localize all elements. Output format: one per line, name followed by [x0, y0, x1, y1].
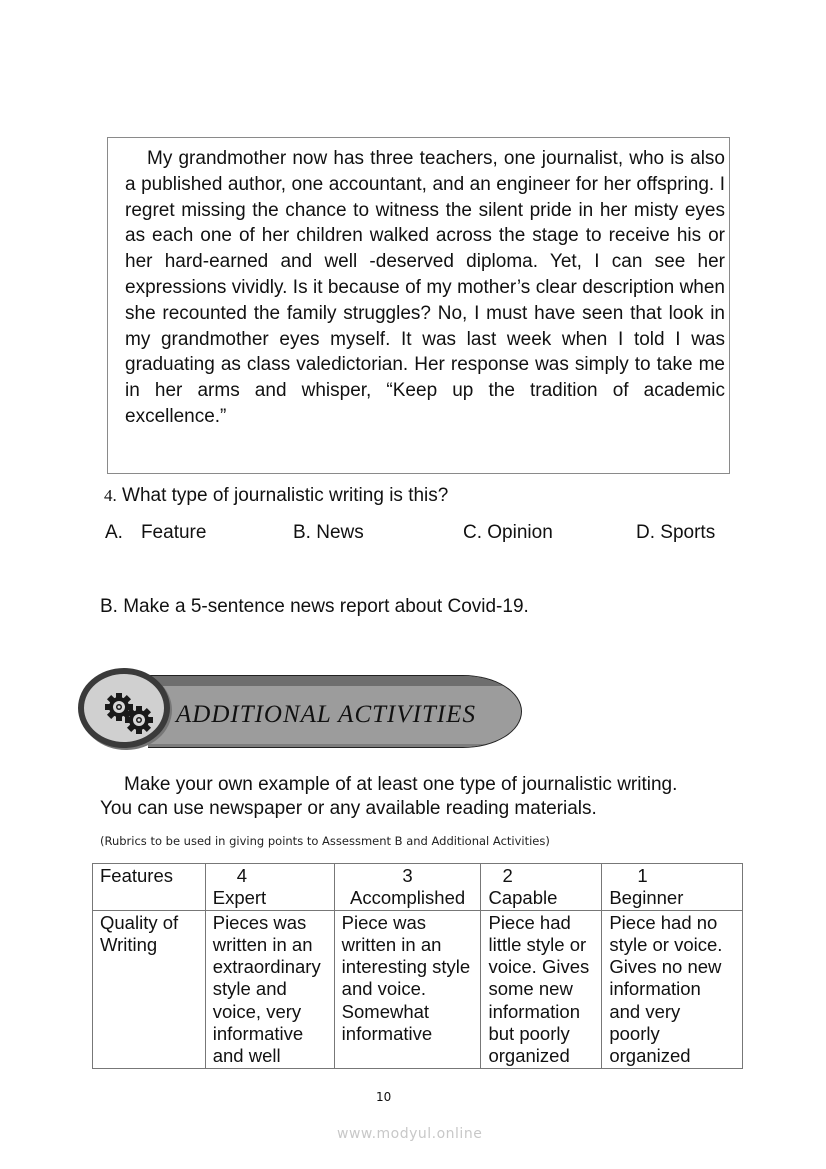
choice-d[interactable]: D. Sports [636, 522, 716, 543]
watermark: www.modyul.online [337, 1126, 483, 1142]
banner-icon-circle [78, 668, 170, 748]
passage-text: My grandmother now has three teachers, one journalist, who is also a published author, one accountant, and an engineer for her offspring. I regret missing the chance to witness the silent pride in her misty eyes as each one of her children walked across the stage to receive his or her hard-earned and well -deserved diploma. Yet, I can see her expressions vividly. Is it because of my mother’s clear description when she recounted the family struggles? No, I must have seen that look in my grandmother eyes myself. It was last week when I told I was graduating as class valedictorian. Her response was simply to take me in her arms and whisper, “Keep up the tradition of academic excellence.” [125, 148, 725, 427]
reading-passage-box [107, 137, 730, 474]
question-4 [104, 485, 448, 507]
choice-c[interactable]: C. Opinion [463, 522, 553, 543]
assessment-b-instruction: B. Make a 5-sentence news report about Covid-19. [100, 596, 529, 617]
capable-cell: Piece had little style or voice. Gives some new information but poorly organized [481, 910, 602, 1068]
header-expert: 4 Expert [205, 864, 334, 911]
activity-line-2: You can use newspaper or any available reading materials. [100, 798, 597, 819]
feature-cell: Quality of Writing [93, 910, 206, 1068]
rubric-table [92, 863, 743, 1069]
rubric-header-row [93, 864, 743, 911]
section-banner [78, 668, 528, 750]
header-beginner: 1 Beginner [602, 864, 743, 911]
rubric-note: (Rubrics to be used in giving points to Assessment B and Additional Activities) [100, 834, 550, 848]
accomplished-cell: Piece was written in an interesting style and voice. Somewhat informative [334, 910, 481, 1068]
question-number: 4. [104, 486, 117, 505]
activity-line-1: Make your own example of at least one type of journalistic writing. [124, 774, 678, 795]
choice-a[interactable]: A. Feature [105, 522, 207, 543]
header-features: Features [93, 864, 206, 911]
header-capable: 2 Capable [481, 864, 602, 911]
section-title: ADDITIONAL ACTIVITIES [176, 701, 476, 728]
gears-icon [99, 690, 159, 736]
activity-instructions [100, 773, 677, 821]
choice-b[interactable]: B. News [293, 522, 364, 543]
expert-cell: Pieces was written in an extraordinary style and voice, very informative and well [205, 910, 334, 1068]
table-row [93, 910, 743, 1068]
page-number: 10 [376, 1090, 392, 1104]
beginner-cell: Piece had no style or voice. Gives no new information and very poorly organized [602, 910, 743, 1068]
header-accomplished: 3 Accomplished [334, 864, 481, 911]
question-text: What type of journalistic writing is this? [122, 485, 449, 506]
